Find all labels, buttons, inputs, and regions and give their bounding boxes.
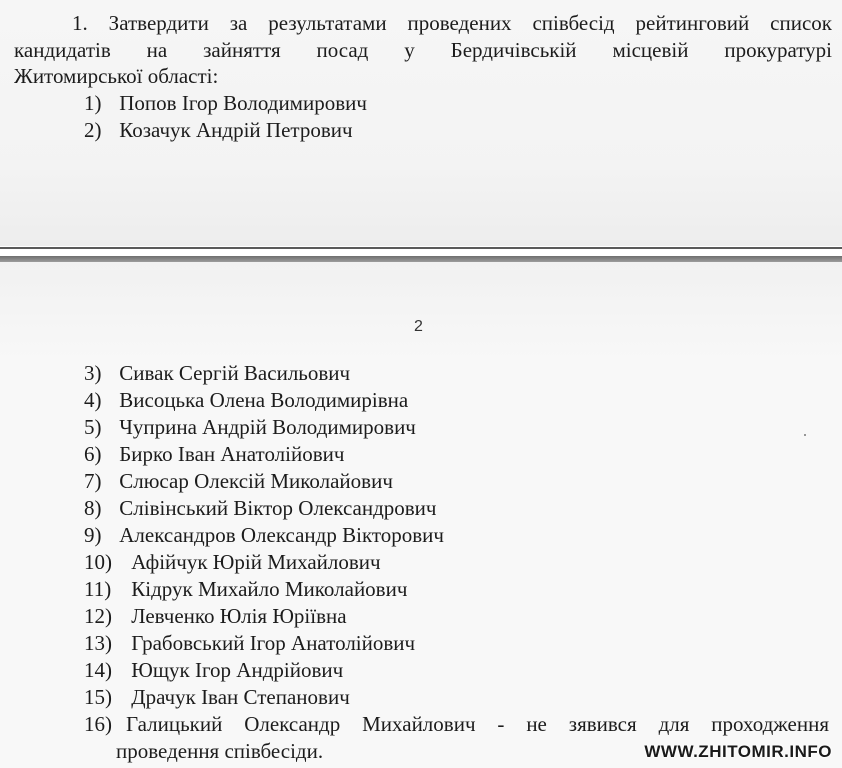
list-item (84, 468, 393, 494)
list-item-name: Александров Олександр Вікторович (119, 523, 444, 547)
list-item-number: 1) (84, 91, 102, 115)
list-item-last (84, 711, 829, 737)
list-item (84, 117, 353, 143)
paragraph-line-2: кандидатів на зайняття посад у Бердичівській місцевій прокуратурі (14, 38, 832, 62)
list-item-number: 3) (84, 361, 102, 385)
list-item-number: 2) (84, 118, 102, 142)
list-item (84, 549, 381, 575)
list-item-name: Ющук Ігор Андрійович (131, 658, 344, 682)
list-item-number: 4) (84, 388, 102, 412)
list-item (84, 522, 444, 548)
page-number: 2 (414, 318, 423, 335)
list-item-text-line-2: проведення співбесіди. (116, 739, 324, 763)
list-item-name: Левченко Юлія Юріївна (131, 604, 347, 628)
list-item (84, 630, 415, 656)
list-item-number: 6) (84, 442, 102, 466)
list-item-number: 10) (84, 550, 112, 574)
list-item-number: 8) (84, 496, 102, 520)
paragraph-line-1: 1. Затвердити за результатами проведених співбесід рейтинговий список (72, 11, 832, 35)
list-item-name: Кідрук Михайло Миколайович (131, 577, 408, 601)
list-item-name: Козачук Андрій Петрович (119, 118, 353, 142)
list-item (84, 576, 407, 602)
page-separator-thin-line (0, 247, 842, 249)
list-item-number: 11) (84, 577, 112, 601)
list-item (84, 387, 408, 413)
list-item-number: 16) (84, 712, 112, 736)
list-item (84, 495, 437, 521)
document-page-1 (0, 0, 842, 246)
list-item-name: Слівінський Віктор Олександрович (119, 496, 437, 520)
list-item-number: 9) (84, 523, 102, 547)
list-item (84, 360, 350, 386)
list-item-name: Драчук Іван Степанович (131, 685, 350, 709)
list-item-name: Висоцька Олена Володимирівна (119, 388, 409, 412)
list-item-name: Попов Ігор Володимирович (119, 91, 367, 115)
list-item (84, 441, 344, 467)
list-item (84, 414, 416, 440)
list-item-name: Слюсар Олексій Миколайович (119, 469, 393, 493)
list-item-name: Грабовський Ігор Анатолійович (131, 631, 416, 655)
list-item-number: 12) (84, 604, 112, 628)
list-item-name: Сивак Сергій Васильович (119, 361, 351, 385)
list-item (84, 90, 367, 116)
list-item (84, 603, 347, 629)
list-item-text-line-1: Галицький Олександр Михайлович - не зявився для проходження (126, 712, 829, 736)
list-item (84, 657, 343, 683)
list-item-number: 15) (84, 685, 112, 709)
scan-speck (804, 434, 806, 436)
paragraph-line-3: Житомирської області: (14, 64, 219, 88)
list-item-number: 5) (84, 415, 102, 439)
list-item-number: 13) (84, 631, 112, 655)
list-item-number: 7) (84, 469, 102, 493)
list-item-name: Афійчук Юрій Михайлович (131, 550, 381, 574)
list-item-number: 14) (84, 658, 112, 682)
list-item (84, 684, 350, 710)
list-item-name: Чуприна Андрій Володимирович (119, 415, 416, 439)
list-item-name: Бирко Іван Анатолійович (119, 442, 345, 466)
watermark-logo: WWW.ZHITOMIR.INFO (644, 742, 832, 761)
